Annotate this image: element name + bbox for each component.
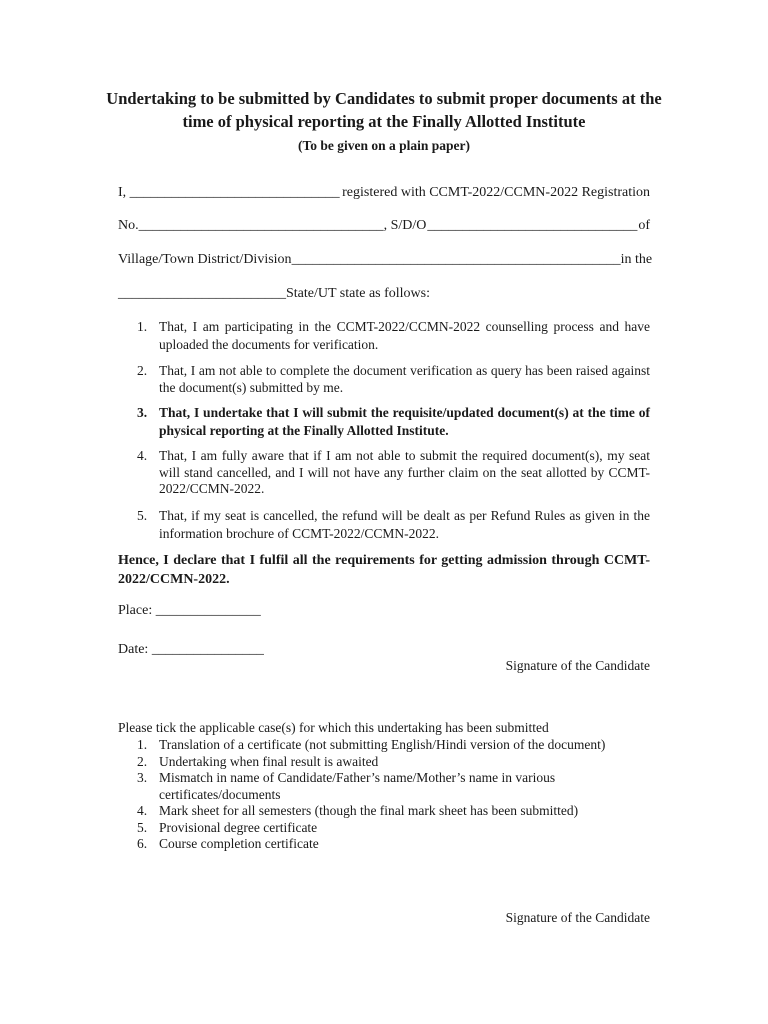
intro-line-1: [118, 184, 650, 202]
tick-case-item: [118, 770, 650, 803]
tick-case-number: 6.: [137, 836, 148, 851]
statement-text: That, I am participating in the CCMT-2022/CCMN-2022 counselling process and have uploaded the documents for verification.: [159, 319, 650, 352]
tick-case-item: [118, 737, 650, 754]
statement-number: 4.: [137, 448, 148, 463]
statement-number: 5.: [137, 507, 148, 523]
declaration: Hence, I declare that I fulfil all the requirements for getting admission through CCMT-2022/CCMN-2022.: [118, 553, 650, 587]
tick-case-text: Mismatch in name of Candidate/Father’s name/Mother’s name in various certificates/documents: [159, 770, 556, 802]
statement-list: [118, 318, 650, 543]
tick-case-number: 1.: [137, 737, 148, 752]
place-field: Place: _______________: [118, 603, 261, 618]
statement-number: 3.: [137, 405, 148, 420]
intro-line-4: ________________________State/UT state as follows:: [118, 286, 430, 301]
statement-text: That, I undertake that I will submit the requisite/updated document(s) at the time of physical reporting at the Finally Allotted Institute.: [159, 405, 650, 438]
statement-number: 2.: [137, 363, 148, 378]
intro-registration-no-blank: No.___________________________________, S/D/O: [118, 218, 427, 233]
tick-case-number: 5.: [137, 819, 148, 835]
statement-item: [118, 507, 650, 543]
statement-text: That, I am not able to complete the document verification as query has been raised against the document(s) submitted by me.: [159, 363, 650, 395]
intro-registration-text: registered with CCMT-2022/CCMN-2022 Registration: [342, 185, 650, 200]
tick-case-text: Course completion certificate: [159, 836, 319, 851]
intro-line-2: [118, 217, 650, 235]
tick-case-list: [118, 737, 650, 853]
candidate-signature-label: Signature of the Candidate: [505, 658, 650, 673]
intro-line-3: [118, 251, 653, 269]
statement-item: [118, 404, 650, 439]
intro-of-text: of: [638, 218, 650, 233]
date-field: Date: ________________: [118, 642, 264, 657]
tick-case-item: [118, 820, 650, 837]
candidate-signature-label-bottom: Signature of the Candidate: [505, 910, 650, 925]
tick-instructions: Please tick the applicable case(s) for which this undertaking has been submitted: [118, 720, 549, 735]
tick-case-item: [118, 754, 650, 771]
statement-item: [118, 363, 650, 396]
intro-parent-blank: ______________________________: [427, 218, 638, 233]
tick-case-number: 4.: [137, 803, 148, 818]
tick-case-text: Undertaking when final result is awaited: [159, 753, 379, 769]
statement-number: 1.: [137, 319, 148, 334]
statement-text: That, if my seat is cancelled, the refund will be dealt as per Refund Rules as given in the information brochure of CCMT-2022/CCMN-2022.: [159, 507, 650, 541]
intro-in-the-text: in the: [620, 252, 653, 267]
tick-case-number: 2.: [137, 753, 148, 769]
intro-village-label: Village/Town District/Division: [118, 252, 292, 267]
intro-village-blank: _______________________________________________: [291, 252, 621, 267]
document-subtitle: (To be given on a plain paper): [297, 138, 471, 153]
intro-name-blank: I, ______________________________: [118, 185, 340, 200]
statement-text: That, I am fully aware that if I am not able to submit the required document(s), my seat will stand cancelled, and I will not have any further claim on the seat allotted by CCMT-2022/CCMN-2022.: [159, 448, 650, 496]
tick-case-item: [118, 836, 650, 853]
statement-item: [118, 448, 650, 498]
tick-case-text: Translation of a certificate (not submitting English/Hindi version of the document): [159, 737, 606, 752]
tick-case-number: 3.: [137, 770, 148, 785]
document-title: Undertaking to be submitted by Candidates to submit proper documents at the time of physical reporting at the Finally Allotted Institute: [106, 89, 662, 131]
tick-case-item: [118, 803, 650, 820]
statement-item: [118, 318, 650, 354]
tick-case-text: Provisional degree certificate: [159, 819, 318, 835]
tick-case-text: Mark sheet for all semesters (though the final mark sheet has been submitted): [159, 803, 579, 818]
